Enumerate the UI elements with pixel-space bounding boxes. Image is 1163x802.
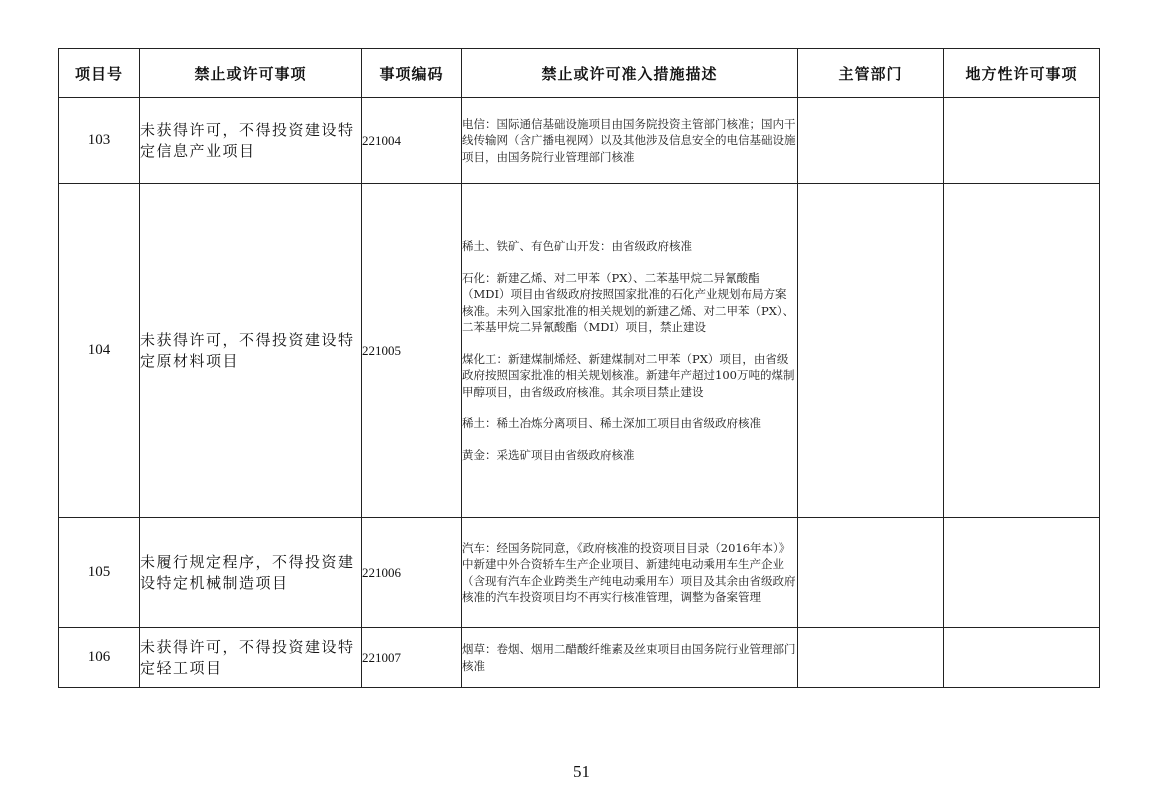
table-row xyxy=(59,628,1100,688)
page-number: 51 xyxy=(573,762,590,781)
permit-table xyxy=(58,48,1100,688)
header-item-name: 禁止或许可事项 xyxy=(140,49,362,98)
measure-description xyxy=(462,98,798,184)
header-measure-description: 禁止或许可准入措施描述 xyxy=(462,49,798,98)
item-code: 221004 xyxy=(362,98,462,184)
description-paragraph: 稀土、铁矿、有色矿山开发：由省级政府核准 xyxy=(462,239,692,253)
item-name: 未履行规定程序，不得投资建设特定机械制造项目 xyxy=(140,518,362,628)
description-paragraph: 电信：国际通信基础设施项目由国务院投资主管部门核准；国内干线传输网（含广播电视网）以及其他涉及信息安全的电信基础设施项目，由国务院行业管理部门核准 xyxy=(462,116,796,164)
local-permit-cell xyxy=(944,98,1100,184)
description-paragraph: 稀土：稀土冶炼分离项目、稀土深加工项目由省级政府核准 xyxy=(462,416,761,430)
item-code: 221006 xyxy=(362,518,462,628)
description-paragraph: 煤化工：新建煤制烯烃、新建煤制对二甲苯（PX）项目，由省级政府按照国家批准的相关规划核准。新建年产超过100万吨的煤制甲醇项目，由省级政府核准。其余项目禁止建设 xyxy=(462,351,795,399)
department-cell xyxy=(798,184,944,518)
local-permit-cell xyxy=(944,628,1100,688)
department-cell xyxy=(798,98,944,184)
measure-description xyxy=(462,184,798,518)
item-name: 未获得许可，不得投资建设特定原材料项目 xyxy=(140,184,362,518)
local-permit-cell xyxy=(944,184,1100,518)
description-paragraph: 黄金：采选矿项目由省级政府核准 xyxy=(462,447,635,462)
item-number: 105 xyxy=(59,518,140,628)
description-paragraph: 汽车：经国务院同意，《政府核准的投资项目目录（2016年本）》中新建中外合资轿车生产企业项目、新建纯电动乘用车生产企业（含现有汽车企业跨类生产纯电动乘用车）项目及其余由省级政府核准的汽车投资项目均不再实行核准管理，调整为备案管理 xyxy=(462,540,796,604)
table-header-row xyxy=(59,49,1100,98)
header-local-permit: 地方性许可事项 xyxy=(944,49,1100,98)
department-cell xyxy=(798,518,944,628)
item-number: 106 xyxy=(59,628,140,688)
measure-description xyxy=(462,518,798,628)
measure-description xyxy=(462,628,798,688)
item-name: 未获得许可，不得投资建设特定轻工项目 xyxy=(140,628,362,688)
item-name: 未获得许可，不得投资建设特定信息产业项目 xyxy=(140,98,362,184)
item-number: 104 xyxy=(59,184,140,518)
department-cell xyxy=(798,628,944,688)
table-row xyxy=(59,98,1100,184)
table-row xyxy=(59,184,1100,518)
header-item-number: 项目号 xyxy=(59,49,140,98)
table-row xyxy=(59,518,1100,628)
item-code: 221007 xyxy=(362,628,462,688)
header-department: 主管部门 xyxy=(798,49,944,98)
header-item-code: 事项编码 xyxy=(362,49,462,98)
description-paragraph: 石化：新建乙烯、对二甲苯（PX）、二苯基甲烷二异氰酸酯（MDI）项目由省级政府按照国家批准的石化产业规划布局方案核准。未列入国家批准的相关规划的新建乙烯、对二甲苯（PX）、二苯基甲烷二异氰酸酯（MDI）项目，禁止建设 xyxy=(462,270,795,334)
item-number: 103 xyxy=(59,98,140,184)
local-permit-cell xyxy=(944,518,1100,628)
description-paragraph: 烟草：卷烟、烟用二醋酸纤维素及丝束项目由国务院行业管理部门核准 xyxy=(462,642,796,673)
item-code: 221005 xyxy=(362,184,462,518)
